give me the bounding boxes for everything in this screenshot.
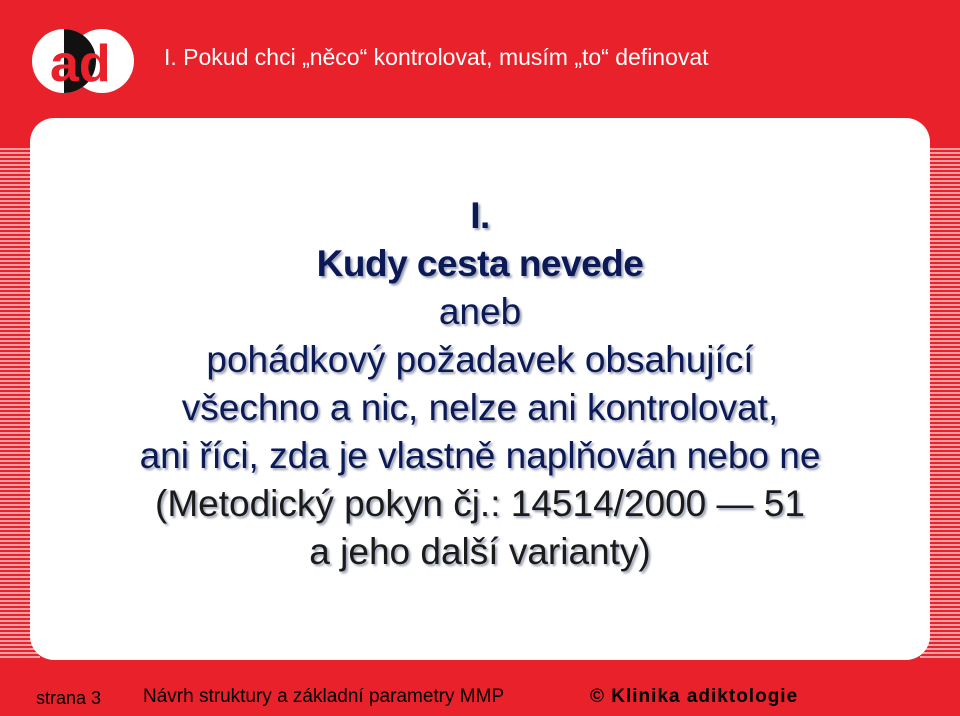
ad-logo	[28, 26, 138, 96]
content-line-4: pohádkový požadavek obsahující	[206, 339, 754, 380]
content-line-2: Kudy cesta nevede	[316, 243, 644, 284]
slide-content	[30, 192, 930, 576]
content-line-7: (Metodický pokyn čj.: 14514/2000 — 51	[155, 483, 805, 524]
logo-text: ad	[50, 35, 111, 93]
content-line-3: aneb	[438, 291, 522, 332]
content-line-5: všechno a nic, nelze ani kontrolovat,	[181, 387, 779, 428]
page-title: I. Pokud chci „něco“ kontrolovat, musím „to“ definovat	[164, 44, 709, 70]
content-line-6: ani říci, zda je vlastně naplňován nebo ne	[139, 435, 821, 476]
footer	[0, 680, 960, 716]
page-number: strana 3	[36, 688, 102, 708]
content-line-8: a jeho další varianty)	[309, 531, 651, 572]
content-line-1: I.	[470, 195, 490, 236]
footer-note: Návrh struktury a základní parametry MMP	[143, 686, 505, 707]
footer-brand: © Klinika adiktologie	[590, 686, 799, 707]
